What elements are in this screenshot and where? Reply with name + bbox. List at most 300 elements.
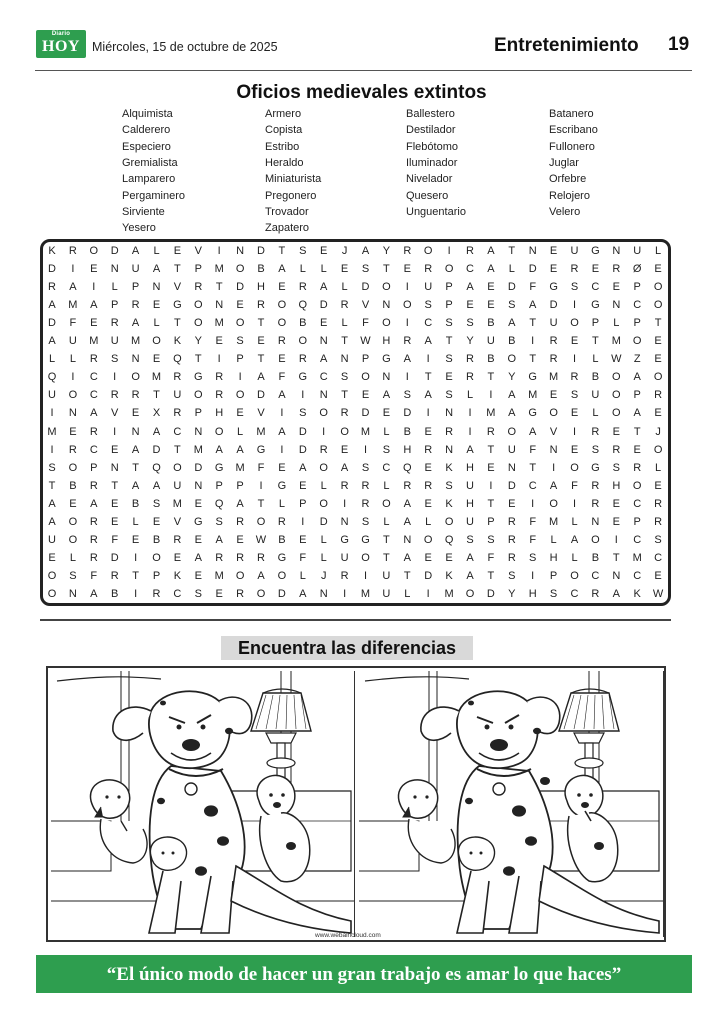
grid-letter[interactable]: D <box>48 317 56 330</box>
grid-letter[interactable]: D <box>110 551 119 564</box>
grid-letter[interactable]: R <box>277 515 286 528</box>
grid-letter[interactable]: O <box>89 245 99 257</box>
grid-letter[interactable]: K <box>173 335 182 348</box>
grid-letter[interactable]: E <box>382 407 391 420</box>
grid-letter[interactable]: N <box>612 245 621 257</box>
grid-letter[interactable]: E <box>570 443 579 456</box>
grid-letter[interactable]: T <box>257 317 265 330</box>
grid-letter[interactable]: P <box>131 281 140 294</box>
grid-letter[interactable]: K <box>173 569 182 582</box>
grid-letter[interactable]: T <box>487 371 495 384</box>
grid-letter[interactable]: O <box>382 317 391 330</box>
grid-letter[interactable]: G <box>194 515 203 528</box>
grid-letter[interactable]: E <box>152 515 161 528</box>
grid-letter[interactable]: C <box>654 551 663 564</box>
grid-letter[interactable]: J <box>655 425 661 438</box>
grid-letter[interactable]: O <box>361 551 370 564</box>
grid-letter[interactable]: M <box>68 299 78 312</box>
grid-letter[interactable]: H <box>257 281 265 294</box>
grid-letter[interactable]: P <box>633 515 641 528</box>
grid-letter[interactable]: N <box>507 461 516 474</box>
grid-letter[interactable]: P <box>194 263 202 276</box>
grid-letter[interactable]: E <box>152 353 161 366</box>
grid-letter[interactable]: R <box>570 263 579 276</box>
grid-letter[interactable]: E <box>612 497 620 510</box>
grid-letter[interactable]: O <box>68 533 78 546</box>
grid-letter[interactable]: S <box>445 389 453 402</box>
grid-letter[interactable]: U <box>382 569 391 582</box>
grid-letter[interactable]: C <box>89 389 98 402</box>
grid-letter[interactable]: P <box>549 569 558 582</box>
grid-letter[interactable]: F <box>111 533 119 546</box>
grid-letter[interactable]: V <box>173 281 182 294</box>
grid-letter[interactable]: P <box>90 461 98 474</box>
grid-letter[interactable]: Y <box>508 371 516 384</box>
grid-letter[interactable]: E <box>69 425 77 438</box>
grid-letter[interactable]: M <box>89 335 99 348</box>
grid-letter[interactable]: L <box>592 353 599 366</box>
grid-letter[interactable]: O <box>591 533 600 546</box>
grid-letter[interactable]: F <box>529 281 537 294</box>
grid-letter[interactable]: F <box>529 515 537 528</box>
grid-letter[interactable]: P <box>215 479 223 492</box>
grid-letter[interactable]: P <box>633 389 641 402</box>
grid-letter[interactable]: D <box>152 443 161 456</box>
grid-letter[interactable]: E <box>424 425 432 438</box>
grid-letter[interactable]: K <box>445 569 453 582</box>
grid-letter[interactable]: I <box>572 353 577 366</box>
grid-letter[interactable]: N <box>110 263 119 276</box>
grid-letter[interactable]: O <box>298 335 308 348</box>
grid-letter[interactable]: O <box>47 569 57 582</box>
grid-letter[interactable]: L <box>320 551 327 564</box>
grid-letter[interactable]: M <box>549 371 559 384</box>
grid-letter[interactable]: L <box>299 263 306 276</box>
grid-letter[interactable]: S <box>215 515 223 528</box>
grid-letter[interactable]: C <box>382 461 391 474</box>
grid-letter[interactable]: A <box>529 299 537 312</box>
grid-letter[interactable]: T <box>174 317 181 330</box>
grid-letter[interactable]: T <box>424 371 432 384</box>
grid-letter[interactable]: P <box>591 317 600 330</box>
grid-letter[interactable]: R <box>633 461 642 474</box>
grid-letter[interactable]: A <box>48 515 56 528</box>
grid-letter[interactable]: G <box>591 245 600 257</box>
grid-letter[interactable]: O <box>653 299 663 312</box>
grid-letter[interactable]: B <box>111 587 119 600</box>
grid-letter[interactable]: P <box>361 353 370 366</box>
grid-letter[interactable]: I <box>50 443 54 456</box>
grid-letter[interactable]: R <box>591 587 600 600</box>
grid-letter[interactable]: E <box>236 299 244 312</box>
grid-letter[interactable]: S <box>466 533 474 546</box>
grid-letter[interactable]: U <box>570 245 579 257</box>
grid-letter[interactable]: A <box>299 587 307 600</box>
grid-letter[interactable]: T <box>341 335 348 348</box>
grid-letter[interactable]: L <box>655 461 662 474</box>
grid-letter[interactable]: H <box>382 335 391 348</box>
grid-letter[interactable]: R <box>591 479 600 492</box>
grid-letter[interactable]: I <box>134 587 138 600</box>
grid-letter[interactable]: A <box>529 425 537 438</box>
grid-letter[interactable]: E <box>654 479 662 492</box>
grid-letter[interactable]: L <box>153 317 160 330</box>
grid-letter[interactable]: O <box>277 299 287 312</box>
grid-letter[interactable]: R <box>549 353 558 366</box>
grid-letter[interactable]: A <box>487 263 495 276</box>
grid-letter[interactable]: R <box>549 335 558 348</box>
grid-letter[interactable]: I <box>447 245 451 257</box>
grid-letter[interactable]: O <box>653 281 663 294</box>
grid-letter[interactable]: F <box>571 479 578 492</box>
grid-letter[interactable]: R <box>131 299 140 312</box>
grid-letter[interactable]: G <box>277 479 287 492</box>
grid-letter[interactable]: O <box>403 299 412 312</box>
grid-letter[interactable]: R <box>445 425 454 438</box>
grid-letter[interactable]: E <box>424 551 432 564</box>
grid-letter[interactable]: E <box>320 245 328 257</box>
grid-letter[interactable]: R <box>48 281 56 294</box>
grid-letter[interactable]: S <box>69 569 77 582</box>
grid-letter[interactable]: E <box>278 461 286 474</box>
grid-letter[interactable]: B <box>487 317 495 330</box>
grid-letter[interactable]: Y <box>194 335 202 348</box>
grid-letter[interactable]: D <box>110 245 119 257</box>
grid-letter[interactable]: A <box>508 407 516 420</box>
grid-letter[interactable]: D <box>549 299 558 312</box>
grid-letter[interactable]: H <box>215 407 224 420</box>
grid-letter[interactable]: E <box>320 317 328 330</box>
grid-letter[interactable]: S <box>487 533 495 546</box>
grid-letter[interactable]: N <box>215 299 224 312</box>
grid-letter[interactable]: D <box>507 281 516 294</box>
grid-letter[interactable]: A <box>215 533 223 546</box>
grid-letter[interactable]: E <box>361 389 370 402</box>
grid-letter[interactable]: R <box>340 569 349 582</box>
grid-letter[interactable]: V <box>361 299 370 312</box>
grid-letter[interactable]: S <box>445 479 453 492</box>
grid-letter[interactable]: N <box>382 299 391 312</box>
grid-letter[interactable]: V <box>111 407 119 420</box>
grid-letter[interactable]: S <box>194 587 202 600</box>
grid-letter[interactable]: E <box>612 425 620 438</box>
grid-letter[interactable]: O <box>423 245 433 257</box>
grid-letter[interactable]: U <box>591 389 600 402</box>
grid-letter[interactable]: F <box>90 569 98 582</box>
grid-letter[interactable]: T <box>529 461 537 474</box>
grid-letter[interactable]: R <box>612 443 621 456</box>
grid-letter[interactable]: R <box>424 263 433 276</box>
grid-letter[interactable]: S <box>508 299 516 312</box>
grid-letter[interactable]: R <box>361 479 370 492</box>
grid-letter[interactable]: H <box>466 461 474 474</box>
grid-letter[interactable]: E <box>424 497 432 510</box>
grid-letter[interactable]: W <box>255 533 267 546</box>
grid-letter[interactable]: A <box>131 245 140 257</box>
grid-letter[interactable]: B <box>131 497 140 510</box>
grid-letter[interactable]: L <box>655 245 662 257</box>
grid-letter[interactable]: R <box>340 407 349 420</box>
grid-letter[interactable]: L <box>383 479 390 492</box>
grid-letter[interactable]: O <box>382 281 391 294</box>
grid-letter[interactable]: L <box>320 479 327 492</box>
grid-letter[interactable]: P <box>487 515 495 528</box>
grid-letter[interactable]: I <box>363 443 368 456</box>
grid-letter[interactable]: L <box>466 389 474 402</box>
grid-letter[interactable]: T <box>508 245 516 257</box>
grid-letter[interactable]: O <box>152 335 161 348</box>
grid-letter[interactable]: R <box>654 515 663 528</box>
grid-letter[interactable]: M <box>632 551 642 564</box>
grid-letter[interactable]: M <box>549 515 559 528</box>
grid-letter[interactable]: L <box>508 263 515 276</box>
grid-letter[interactable]: I <box>259 479 263 492</box>
grid-letter[interactable]: F <box>529 443 537 456</box>
grid-letter[interactable]: L <box>341 281 348 294</box>
grid-letter[interactable]: L <box>153 245 160 257</box>
grid-letter[interactable]: E <box>508 497 516 510</box>
grid-letter[interactable]: D <box>257 245 265 257</box>
grid-letter[interactable]: G <box>528 371 537 384</box>
grid-letter[interactable]: I <box>217 353 221 366</box>
grid-letter[interactable]: E <box>570 407 579 420</box>
grid-letter[interactable]: U <box>340 551 349 564</box>
grid-letter[interactable]: L <box>383 425 390 438</box>
grid-letter[interactable]: R <box>152 587 161 600</box>
grid-letter[interactable]: T <box>341 389 348 402</box>
grid-letter[interactable]: S <box>48 461 56 474</box>
grid-letter[interactable]: F <box>529 533 537 546</box>
grid-letter[interactable]: A <box>90 407 98 420</box>
grid-letter[interactable]: A <box>90 299 98 312</box>
grid-letter[interactable]: I <box>343 497 347 510</box>
grid-letter[interactable]: O <box>570 461 579 474</box>
grid-letter[interactable]: O <box>382 497 391 510</box>
grid-letter[interactable]: W <box>360 335 371 348</box>
grid-letter[interactable]: P <box>194 407 202 420</box>
grid-letter[interactable]: I <box>405 371 409 384</box>
grid-letter[interactable]: R <box>257 551 265 564</box>
grid-letter[interactable]: O <box>612 371 621 384</box>
grid-letter[interactable]: D <box>48 263 56 276</box>
grid-letter[interactable]: G <box>361 533 370 546</box>
grid-letter[interactable]: A <box>424 389 432 402</box>
grid-letter[interactable]: N <box>68 587 77 600</box>
grid-letter[interactable]: N <box>152 281 161 294</box>
grid-letter[interactable]: J <box>341 245 348 257</box>
grid-letter[interactable]: I <box>238 371 242 384</box>
grid-letter[interactable]: S <box>403 389 411 402</box>
grid-letter[interactable]: T <box>612 551 620 564</box>
grid-letter[interactable]: R <box>466 371 474 384</box>
grid-letter[interactable]: E <box>299 479 307 492</box>
grid-letter[interactable]: R <box>236 551 245 564</box>
grid-letter[interactable]: K <box>48 245 56 257</box>
grid-letter[interactable]: C <box>173 587 182 600</box>
grid-letter[interactable]: E <box>612 281 620 294</box>
grid-letter[interactable]: L <box>592 407 599 420</box>
grid-letter[interactable]: I <box>217 245 221 257</box>
grid-letter[interactable]: T <box>48 479 56 492</box>
grid-letter[interactable]: R <box>173 533 182 546</box>
grid-letter[interactable]: I <box>92 281 96 294</box>
grid-letter[interactable]: H <box>528 587 537 600</box>
grid-letter[interactable]: I <box>301 389 305 402</box>
grid-letter[interactable]: G <box>173 299 182 312</box>
grid-letter[interactable]: C <box>89 371 98 384</box>
grid-letter[interactable]: E <box>48 551 56 564</box>
grid-letter[interactable]: I <box>489 389 493 402</box>
grid-letter[interactable]: A <box>152 263 161 276</box>
grid-letter[interactable]: M <box>214 263 224 276</box>
grid-letter[interactable]: A <box>403 353 411 366</box>
grid-letter[interactable]: I <box>405 317 409 330</box>
grid-letter[interactable]: N <box>445 443 454 456</box>
grid-letter[interactable]: A <box>487 245 495 257</box>
grid-letter[interactable]: A <box>90 497 98 510</box>
grid-letter[interactable]: D <box>319 515 328 528</box>
grid-letter[interactable]: S <box>361 461 370 474</box>
grid-letter[interactable]: T <box>383 551 390 564</box>
grid-letter[interactable]: U <box>633 245 642 257</box>
grid-letter[interactable]: E <box>278 353 286 366</box>
grid-letter[interactable]: R <box>257 299 265 312</box>
grid-letter[interactable]: O <box>612 389 621 402</box>
grid-letter[interactable]: I <box>343 587 347 600</box>
grid-letter[interactable]: T <box>194 353 202 366</box>
grid-letter[interactable]: S <box>299 245 307 257</box>
grid-letter[interactable]: A <box>508 317 516 330</box>
grid-letter[interactable]: Q <box>403 461 412 474</box>
grid-letter[interactable]: P <box>445 299 453 312</box>
grid-letter[interactable]: T <box>132 569 139 582</box>
grid-letter[interactable]: E <box>466 299 474 312</box>
grid-letter[interactable]: O <box>173 461 182 474</box>
grid-letter[interactable]: U <box>486 335 495 348</box>
grid-letter[interactable]: A <box>466 281 474 294</box>
grid-letter[interactable]: M <box>528 389 538 402</box>
grid-letter[interactable]: L <box>425 515 432 528</box>
grid-letter[interactable]: A <box>152 425 161 438</box>
grid-letter[interactable]: M <box>444 587 454 600</box>
grid-letter[interactable]: T <box>278 245 286 257</box>
grid-letter[interactable]: R <box>110 569 119 582</box>
grid-letter[interactable]: G <box>277 551 287 564</box>
grid-letter[interactable]: T <box>215 281 223 294</box>
grid-letter[interactable]: O <box>277 569 287 582</box>
grid-letter[interactable]: U <box>173 479 182 492</box>
grid-letter[interactable]: L <box>299 569 306 582</box>
grid-letter[interactable]: O <box>235 263 245 276</box>
grid-letter[interactable]: N <box>340 515 349 528</box>
grid-letter[interactable]: K <box>445 461 453 474</box>
grid-letter[interactable]: R <box>215 389 224 402</box>
grid-letter[interactable]: C <box>633 497 642 510</box>
grid-letter[interactable]: A <box>570 533 579 546</box>
grid-letter[interactable]: T <box>592 335 599 348</box>
grid-letter[interactable]: E <box>236 407 244 420</box>
grid-letter[interactable]: T <box>132 461 139 474</box>
grid-letter[interactable]: N <box>131 353 140 366</box>
grid-letter[interactable]: C <box>528 479 537 492</box>
grid-letter[interactable]: N <box>319 389 328 402</box>
grid-letter[interactable]: E <box>487 281 495 294</box>
grid-letter[interactable]: E <box>173 245 182 257</box>
grid-letter[interactable]: R <box>68 245 77 257</box>
grid-letter[interactable]: L <box>571 515 578 528</box>
grid-letter[interactable]: E <box>111 515 119 528</box>
grid-letter[interactable]: A <box>194 551 202 564</box>
grid-letter[interactable]: C <box>591 569 600 582</box>
grid-letter[interactable]: O <box>319 461 328 474</box>
grid-letter[interactable]: K <box>445 497 453 510</box>
grid-letter[interactable]: S <box>361 515 370 528</box>
grid-letter[interactable]: O <box>549 407 558 420</box>
grid-letter[interactable]: A <box>320 353 328 366</box>
grid-letter[interactable]: I <box>426 407 430 420</box>
grid-letter[interactable]: P <box>152 569 161 582</box>
grid-letter[interactable]: B <box>69 479 77 492</box>
grid-letter[interactable]: B <box>403 425 411 438</box>
grid-letter[interactable]: O <box>632 479 642 492</box>
grid-letter[interactable]: A <box>90 587 98 600</box>
grid-letter[interactable]: O <box>319 407 328 420</box>
grid-letter[interactable]: D <box>257 389 265 402</box>
grid-letter[interactable]: R <box>236 587 245 600</box>
grid-letter[interactable]: I <box>489 479 493 492</box>
grid-letter[interactable]: H <box>466 497 474 510</box>
grid-letter[interactable]: S <box>152 497 161 510</box>
grid-letter[interactable]: R <box>654 389 663 402</box>
grid-letter[interactable]: Z <box>633 353 641 366</box>
grid-letter[interactable]: L <box>278 497 285 510</box>
grid-letter[interactable]: S <box>445 317 453 330</box>
grid-letter[interactable]: O <box>423 533 433 546</box>
grid-letter[interactable]: R <box>507 533 516 546</box>
grid-letter[interactable]: S <box>612 461 620 474</box>
grid-letter[interactable]: T <box>257 353 265 366</box>
grid-letter[interactable]: I <box>468 407 472 420</box>
grid-letter[interactable]: R <box>319 443 328 456</box>
grid-letter[interactable]: F <box>487 551 495 564</box>
grid-letter[interactable]: G <box>591 299 600 312</box>
grid-letter[interactable]: R <box>215 371 224 384</box>
grid-letter[interactable]: L <box>69 353 76 366</box>
grid-letter[interactable]: N <box>612 299 621 312</box>
grid-letter[interactable]: G <box>528 407 537 420</box>
grid-letter[interactable]: D <box>424 569 433 582</box>
grid-letter[interactable]: G <box>591 461 600 474</box>
grid-letter[interactable]: A <box>549 479 558 492</box>
grid-letter[interactable]: B <box>152 533 161 546</box>
grid-letter[interactable]: R <box>466 245 474 257</box>
grid-letter[interactable]: H <box>549 551 558 564</box>
grid-letter[interactable]: A <box>403 551 411 564</box>
grid-letter[interactable]: S <box>508 569 516 582</box>
grid-letter[interactable]: R <box>654 497 663 510</box>
grid-letter[interactable]: I <box>134 551 138 564</box>
grid-letter[interactable]: P <box>445 281 453 294</box>
grid-letter[interactable]: I <box>531 569 535 582</box>
grid-letter[interactable]: R <box>298 281 307 294</box>
grid-letter[interactable]: C <box>424 317 433 330</box>
grid-letter[interactable]: A <box>152 479 161 492</box>
grid-letter[interactable]: U <box>466 479 474 492</box>
grid-letter[interactable]: F <box>69 317 77 330</box>
grid-letter[interactable]: E <box>69 497 77 510</box>
grid-letter[interactable]: A <box>633 371 641 384</box>
grid-letter[interactable]: S <box>529 551 537 564</box>
